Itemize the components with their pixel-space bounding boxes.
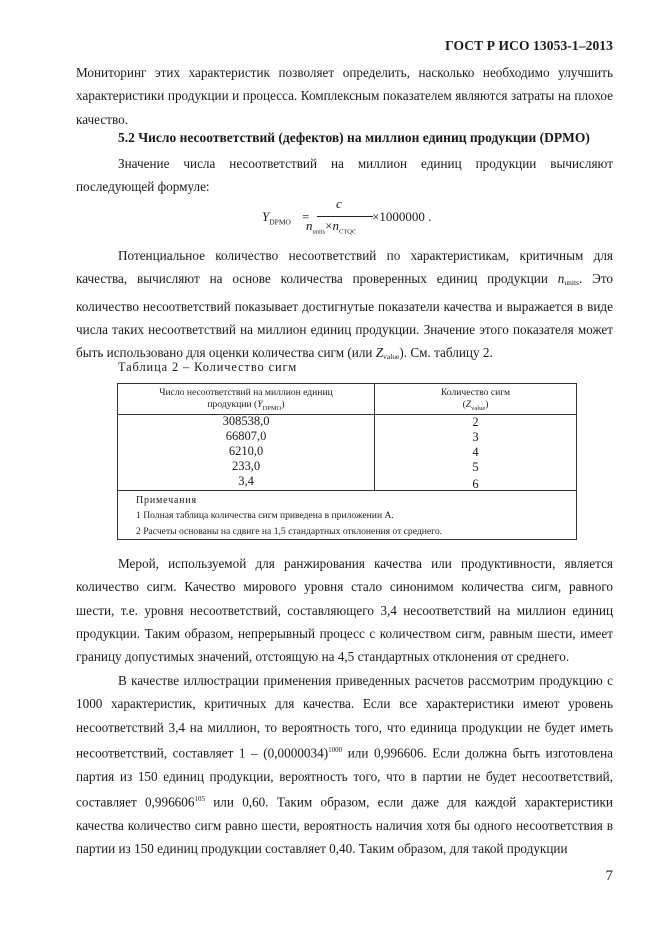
formula-lhs: $Y_{DPMO}$	[262, 209, 291, 227]
table-notes-title: Примечания	[136, 495, 197, 506]
paragraph-formula-intro: Значение числа несоответствий на миллион единиц продукции вычисляют последующей формуле:	[76, 156, 613, 195]
table-note: 2 Расчеты основаны на сдвиге на 1,5 стандартных отклонения от среднего.	[136, 526, 443, 537]
fraction-bar	[317, 216, 373, 217]
table-caption: Таблица 2 – Количество сигм	[118, 360, 298, 374]
table-cell-dpmo: 6210,0	[228, 444, 264, 458]
paragraph-monitoring: Мониторинг этих характеристик позволяет определить, насколько необходимо улучшить характеристики продукции и процесса. Комплексным показателем являются затраты на плохое качество.	[76, 65, 613, 127]
dpmo-formula	[262, 196, 482, 240]
table-note: 1 Полная таблица количества сигм приведена в приложении А.	[136, 510, 394, 521]
table-header-dpmo: Число несоответствий на миллион единиц продукции $(Y_{DPMO})$	[159, 387, 333, 412]
table-cell-dpmo: 308538,0	[222, 414, 270, 428]
paragraph-potential-count: Потенциальное количество несоответствий по характеристикам, критичным для качества, вычисляют на основе количества проверенных единиц продукции nunits. Это количество несоответствий показывает достигнутые показатели качества и выражается в виде числа таких несоответствий на миллион единиц продукции. Значение этого показателя может быть использовано для оценки количества сигм (или Zvalue). См. таблицу 2.	[76, 248, 614, 362]
paragraph-illustration: В качестве иллюстрации применения приведенных расчетов рассмотрим продукцию с 1000 характеристик, критичных для качества. Если все характеристики имеют уровень несоответствий 3,4 на миллион, то вероятность того, что единица продукции не будет иметь несоответствий, составляет $1 - (0,0000034)^{1000}$ или 0,996606. Если должна быть изготовлена партия из 150 единиц продукции, вероятность того, что в партии не будет несоответствий, составляет 0,996606$^{105}$ или 0,60. Таким образом, если даже для каждой характеристики качества количество сигм равно шести, вероятность наличия хотя бы одного несоответствия в партии из 150 единиц продукции составляет 0,40. Таким образом, для такой продукции	[76, 673, 613, 856]
page-number: 7	[605, 868, 613, 884]
formula-denominator: $n_{units}\times n_{CTQC}$	[306, 218, 357, 236]
table-cell-sigma: 4	[472, 445, 479, 459]
table-cell-sigma: 6	[472, 477, 479, 491]
table-cell-sigma: 3	[472, 430, 479, 444]
table-cell-dpmo: 66807,0	[225, 429, 267, 443]
sigma-table	[117, 383, 577, 540]
formula-equals: =	[302, 209, 310, 224]
table-cell-sigma: 2	[472, 415, 479, 429]
table-cell-dpmo: 3,4	[238, 474, 254, 488]
paragraph-sigma-measure: Мерой, используемой для ранжирования качества или продуктивности, является количество сигм. Качество мирового уровня стало синонимом количества сигм, равного шести, т.е. уровня несоответствий, составляющего 3,4 несоответствий на миллион единиц продукции. Таким образом, непрерывный процесс с количеством сигм, равным шести, имеет границу допустимых значений, отстоящую на 4,5 стандартных отклонения от среднего.	[76, 556, 613, 665]
section-title: 5.2 Число несоответствий (дефектов) на миллион единиц продукции (DPMO)	[118, 130, 590, 145]
formula-multiplier: ×1000000 .	[372, 209, 432, 224]
table-header-sigma: Количество сигм $(Z_{value})$	[440, 387, 511, 412]
table-cell-dpmo: 233,0	[231, 459, 261, 473]
table-cell-sigma: 5	[472, 460, 479, 474]
document-header: ГОСТ Р ИСО 13053-1–2013	[445, 38, 613, 53]
formula-numerator: c	[336, 196, 342, 211]
